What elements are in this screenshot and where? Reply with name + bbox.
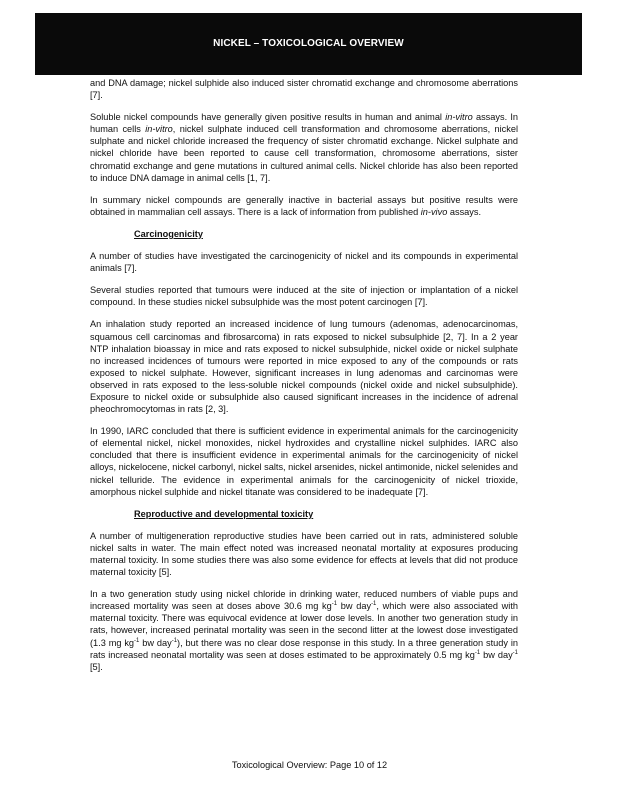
superscript: -1 [371,601,377,608]
text-run: Carcinogenicity [134,228,203,239]
text-run: ), but there was no clear dose response in this study. In a three generation study in rats increased neonatal mortality was seen at doses estimated to be approximately 0.5 mg kg [90,637,518,660]
superscript: -1 [474,649,481,656]
text-run: Reproductive and developmental toxicity [134,508,314,519]
superscript: -1 [134,637,140,644]
text-run: assays. In human cells [90,112,518,135]
text-run: bw day [337,601,372,612]
paragraph [90,588,518,673]
text-run: , nickel sulphate induced cell transformation and chromosome aberrations, nickel sulphate and nickel chloride increased the frequency of sister chromatid exchange. Nickel sulphate and nickel chloride have been reported to cause cell transformation, chromosome aberrations, sister chromatid exchange and gene mutations in cultured animal cells. Nickel chloride has also been reported to induce DNA damage in animal cells [1, 7]. [90,124,519,183]
text-run: bw day [139,637,172,648]
text-run: , which were also associated with maternal toxicity. There was equivocal evidence at lower dose levels. In another two generation study in rats, however, increased perinatal mortality was seen in the second litter at the lowest dose investigated (1.3 mg kg [90,601,519,648]
text-run: Soluble nickel compounds have generally given positive results in human and animal [90,112,446,123]
section-heading [134,228,518,240]
paragraph [90,194,518,218]
page-footer: Toxicological Overview: Page 10 of 12 [231,760,388,770]
italic-text: in-vivo [420,206,448,217]
header-bar [35,13,582,75]
paragraph [90,318,518,415]
text-run: [5]. [90,661,103,672]
paragraph [90,284,518,308]
document-body [90,77,518,683]
paragraph [90,77,518,101]
text-run: In summary nickel compounds are generally inactive in bacterial assays but positive results were obtained in mammalian cell assays. There is a lack of information from published [90,194,518,217]
italic-text: in-vitro [145,124,173,135]
paragraph [90,111,518,184]
text-run: bw day [480,649,513,660]
text-run: assays. [447,206,482,217]
text-run: and DNA damage; nickel sulphide also induced sister chromatid exchange and chromosome aberrations [7]. [90,78,518,101]
text-run: A number of multigeneration reproductive studies have been carried out in rats, administered soluble nickel salts in water. The main effect noted was increased neonatal mortality at exposures producing maternal toxicity. In some studies there was also some evidence for effects at levels that did not produce maternal toxicity [5]. [90,530,518,578]
paragraph [90,530,518,578]
section-heading [134,508,518,520]
italic-text: in-vitro [445,112,473,123]
text-run: A number of studies have investigated the carcinogenicity of nickel and its compounds in experimental animals [7]. [90,251,518,274]
superscript: -1 [331,601,338,608]
superscript: -1 [171,637,178,644]
text-run: Several studies reported that tumours were induced at the site of injection or implantation of a nickel compound. In these studies nickel subsulphide was the most potent carcinogen [7]. [90,285,518,308]
paragraph [90,425,518,498]
superscript: -1 [512,649,519,656]
page-title: NICKEL – TOXICOLOGICAL OVERVIEW [213,38,404,49]
paragraph [90,250,518,274]
text-run: In a two generation study using nickel chloride in drinking water, reduced numbers of viable pups and increased mortality was seen at doses above 30.6 mg kg [90,589,518,612]
text-run: In 1990, IARC concluded that there is sufficient evidence in experimental animals for the carcinogenicity of elemental nickel, nickel monoxides, nickel hydroxides and crystalline nickel sulphides. IARC also concluded that there is insufficient evidence in experimental animals for the carcinogenicity of nickel alloys, nickelocene, nickel carbonyl, nickel salts, nickel arsenides, nickel antimonide, nickel selenides and nickel telluride. The evidence in experimental animals for the carcinogenicity of nickel trioxide, amorphous nickel sulphide and nickel titanate was considered to be inadequate [7]. [90,426,518,497]
text-run: An inhalation study reported an increased incidence of lung tumours (adenomas, adenocarcinomas, squamous cell carcinomas and fibrosarcoma) in rats exposed to nickel subsulphide [2, 7]. In a 2 year NTP inhalation bioassay in mice and rats exposed to nickel subsulphide, nickel oxide or nickel sulphate no increased incidences of tumours were reported in mice exposed to any of the compounds or rats exposed to nickel sulphate. However, significant increases in lung adenomas and carcinomas were observed in rats exposed to the less-soluble nickel compounds (nickel oxide and nickel subsulphide). Exposure to nickel oxide or subsulphide also caused significant increases in the incidence of adrenal pheochromocytomas in rats [2, 3]. [90,319,518,415]
